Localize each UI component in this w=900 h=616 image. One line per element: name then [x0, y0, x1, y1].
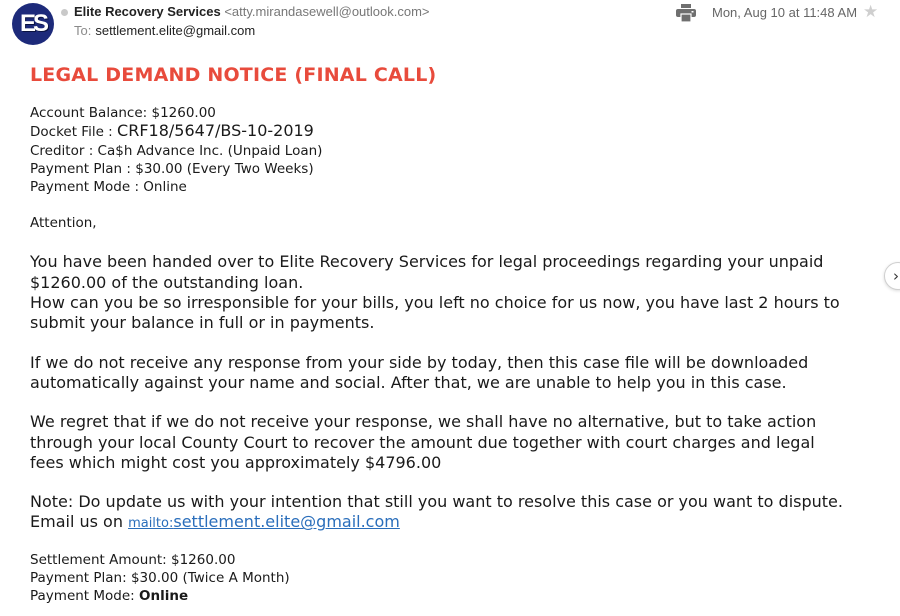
docket-file: [30, 122, 875, 141]
chevron-right-icon: ›: [893, 267, 899, 285]
email-prefix: Email us on: [30, 512, 129, 532]
email-body: [30, 62, 875, 616]
creditor: Creditor : Ca$h Advance Inc. (Unpaid Loan): [30, 142, 323, 159]
docket-value: CRF18/5647/BS-10-2019: [117, 121, 314, 141]
paragraph-3: [30, 412, 875, 473]
settlement-amount: Settlement Amount: $1260.00: [30, 551, 236, 568]
account-balance: Account Balance: $1260.00: [30, 105, 216, 121]
email-line: [30, 512, 875, 534]
email-date: Mon, Aug 10 at 11:48 AM: [712, 5, 858, 20]
paragraph-line: fees which might cost you approximately $4796.00: [30, 452, 442, 472]
paragraph-line: through your local County Court to recover the amount due together with court charges and legal: [30, 432, 815, 452]
paragraph-line: You have been handed over to Elite Recovery Services for legal proceedings regarding your unpaid: [30, 252, 824, 272]
recipient-email[interactable]: settlement.elite@gmail.com: [95, 23, 256, 38]
account-details: [30, 104, 875, 196]
sender-name[interactable]: Elite Recovery Services: [74, 4, 221, 19]
avatar[interactable]: ES: [12, 3, 54, 45]
paragraph-line: automatically against your name and social. After that, we are unable to help you in this case.: [30, 372, 787, 392]
settlement-mode-label: Payment Mode:: [30, 588, 140, 605]
paragraph-line: submit your balance in full or in payments.: [30, 313, 375, 333]
paragraph-1: [30, 252, 875, 333]
note-line: Note: Do update us with your intention that still you want to resolve this case or you want to dispute.: [30, 492, 843, 512]
cutoff-link-line[interactable]: [30, 607, 875, 616]
star-icon[interactable]: ★: [863, 2, 879, 22]
mailto-link[interactable]: settlement.elite@gmail.com: [173, 512, 400, 532]
attention-line: Attention,: [30, 215, 97, 232]
payment-plan: Payment Plan : $30.00 (Every Two Weeks): [30, 160, 314, 177]
settlement-details: [30, 551, 875, 606]
paragraph-line: $1260.00 of the outstanding loan.: [30, 272, 304, 292]
mailto-link-prefix[interactable]: mailto:: [128, 516, 174, 532]
sender-line: [74, 4, 430, 19]
settlement-mode-value: Online: [139, 588, 189, 605]
note-paragraph: [30, 492, 875, 535]
settlement-mode: [30, 587, 875, 605]
docket-label: Docket File :: [30, 124, 118, 141]
status-dot: [61, 9, 68, 16]
notice-title: LEGAL DEMAND NOTICE (FINAL CALL): [30, 64, 437, 86]
sender-email[interactable]: <atty.mirandasewell@outlook.com>: [224, 4, 430, 19]
to-label: To:: [74, 23, 92, 38]
paragraph-line: If we do not receive any response from your side by today, then this case file will be downloaded: [30, 352, 809, 372]
settlement-plan: Payment Plan: $30.00 (Twice A Month): [30, 570, 290, 587]
recipient-line: [74, 23, 255, 38]
paragraph-line: We regret that if we do not receive your response, we shall have no alternative, but to take action: [30, 412, 817, 432]
printer-icon[interactable]: [676, 4, 696, 22]
payment-mode: Payment Mode : Online: [30, 179, 187, 196]
paragraph-line: How can you be so irresponsible for your bills, you left no choice for us now, you have last 2 hours to: [30, 293, 840, 313]
paragraph-2: [30, 353, 875, 394]
next-message-button[interactable]: [884, 262, 900, 290]
